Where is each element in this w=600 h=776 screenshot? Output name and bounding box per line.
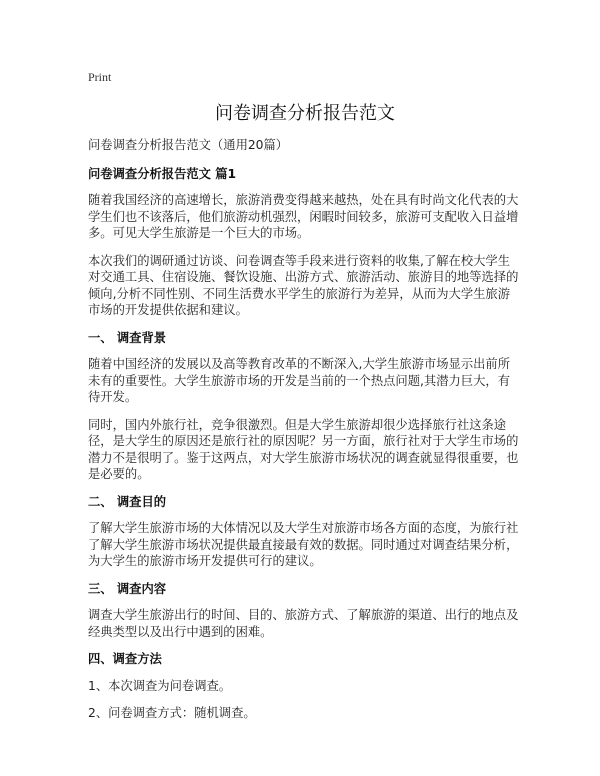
section-paragraph: 同时，国内外旅行社，竞争很激烈。但是大学生旅游却很少选择旅行社这条途径，是大学生的原因还是旅行社的原因呢？另一方面，旅行社对于大学生市场的潜力不是很明了。鉴于这两点，对大学生旅游市场状况的调查就显得很重要，也是必要的。 xyxy=(88,417,519,481)
intro-paragraph: 本次我们的调研通过访谈、问卷调查等手段来进行资料的收集,了解在校大学生对交通工具、住宿设施、餐饮设施、出游方式、旅游活动、旅游目的地等选择的倾向,分析不同性别、不同生活费水平学生的旅游行为差异，从而为大学生旅游市场的开发提供依据和建议。 xyxy=(88,253,519,317)
method-item: 1、本次调查为问卷调查。 xyxy=(88,678,232,693)
section-paragraph: 随着中国经济的发展以及高等教育改革的不断深入,大学生旅游市场显示出前所未有的重要性。大学生旅游市场的开发是当前的一个热点问题,其潜力巨大，有待开发。 xyxy=(88,357,511,404)
method-item: 2、问卷调查方式：随机调查。 xyxy=(88,706,256,720)
section-heading-background: 一、 调查背景 xyxy=(88,330,167,345)
document-subtitle: 问卷调查分析报告范文（通用20篇） xyxy=(88,138,289,152)
intro-paragraph: 随着我国经济的高速增长，旅游消费变得越来越热，处在具有时尚文化代表的大学生们也不该落后，他们旅游动机强烈，闲暇时间较多，旅游可支配收入日益增多。可见大学生旅游是一个巨大的市场。 xyxy=(88,193,519,240)
section-paragraph: 了解大学生旅游市场的大体情况以及大学生对旅游市场各方面的态度，为旅行社了解大学生旅游市场状况提供最直接最有效的数据。同时通过对调查结果分析，为大学生的旅游市场开发提供可行的建议。 xyxy=(88,521,519,568)
document-title: 问卷调查分析报告范文 xyxy=(215,103,395,124)
print-link[interactable]: Print xyxy=(88,70,112,84)
document-page xyxy=(88,70,522,733)
section-heading-purpose: 二、 调查目的 xyxy=(88,494,167,509)
section-heading-content: 三、 调查内容 xyxy=(88,581,167,596)
section-heading-method: 四、调查方法 xyxy=(88,652,162,666)
article-heading: 问卷调查分析报告范文 篇1 xyxy=(88,166,237,181)
section-paragraph: 调查大学生旅游出行的时间、目的、旅游方式、了解旅游的渠道、出行的地点及经典类型以及出行中遇到的困难。 xyxy=(88,608,519,639)
